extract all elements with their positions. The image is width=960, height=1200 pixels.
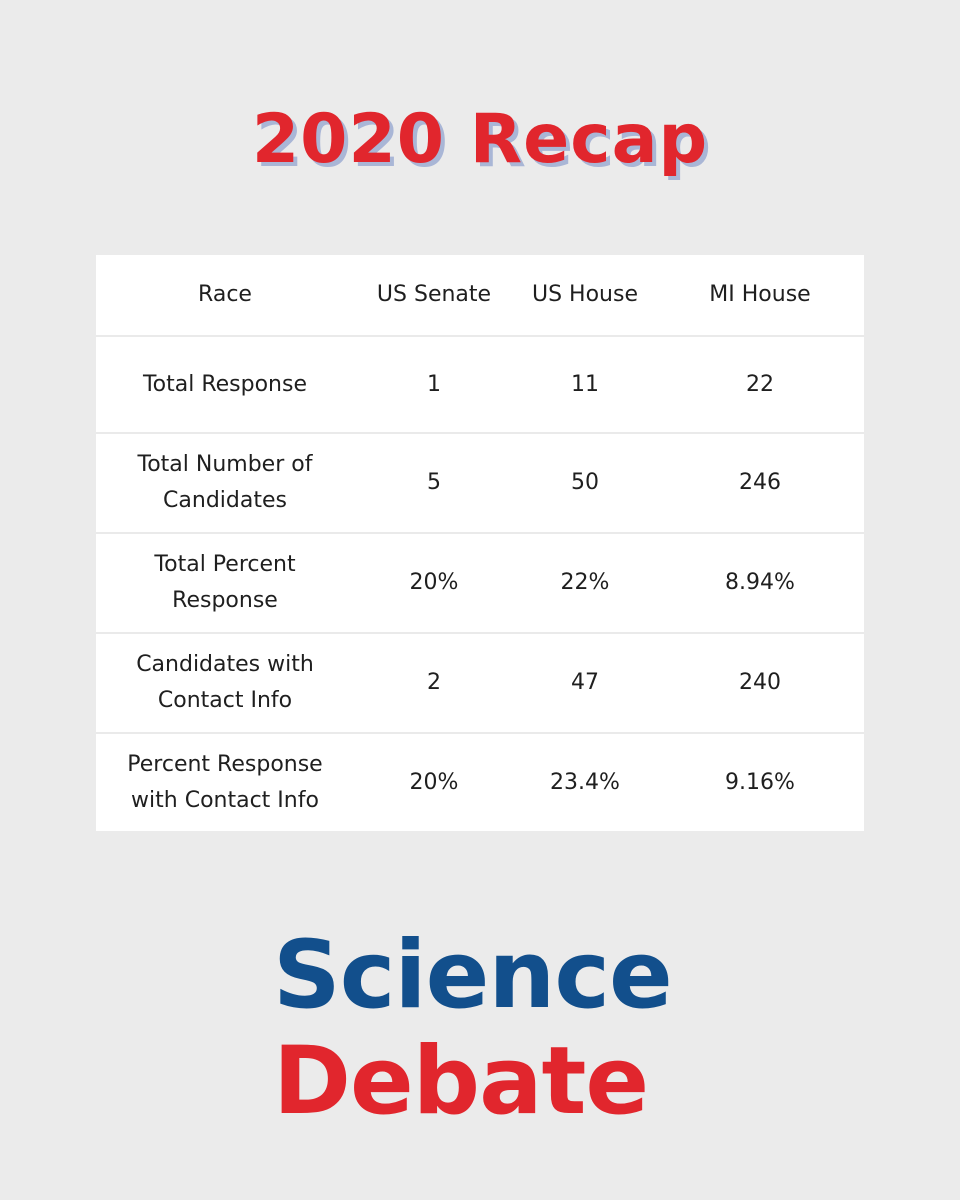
table-header-row — [96, 255, 864, 336]
cell-us-house: 11 — [514, 336, 656, 433]
header-race: Race — [198, 282, 252, 307]
row-label: Total Response — [96, 336, 354, 433]
cell-mi-house: 240 — [656, 633, 864, 733]
cell-mi-house: 246 — [656, 433, 864, 533]
row-label: Percent Response with Contact Info — [96, 733, 354, 832]
cell-us-house: 22% — [514, 533, 656, 633]
cell-mi-house: 8.94% — [656, 533, 864, 633]
row-label: Total Percent Response — [96, 533, 354, 633]
cell-us-senate: 20% — [354, 533, 514, 633]
header-us-house: US House — [531, 282, 638, 307]
cell-us-senate: 1 — [354, 336, 514, 433]
table-row — [96, 633, 864, 733]
cell-us-senate: 2 — [354, 633, 514, 733]
table-row — [96, 433, 864, 533]
cell-us-house: 23.4% — [514, 733, 656, 832]
table-row — [96, 533, 864, 633]
cell-us-senate: 20% — [354, 733, 514, 832]
cell-us-house: 47 — [514, 633, 656, 733]
header-us-senate: US Senate — [376, 282, 492, 307]
row-label: Total Number of Candidates — [96, 433, 354, 533]
page-title: 2020 Recap — [251, 100, 709, 179]
cell-us-senate: 5 — [354, 433, 514, 533]
cell-mi-house: 22 — [656, 336, 864, 433]
recap-table-card — [96, 255, 864, 831]
cell-us-house: 50 — [514, 433, 656, 533]
logo-line-science: Science — [273, 921, 672, 1030]
science-debate-logo — [273, 922, 672, 1136]
cell-mi-house: 9.16% — [656, 733, 864, 832]
recap-table — [96, 255, 864, 832]
logo-line-debate: Debate — [273, 1027, 649, 1136]
header-mi-house: MI House — [709, 282, 811, 307]
table-row — [96, 733, 864, 832]
table-row — [96, 336, 864, 433]
row-label: Candidates with Contact Info — [96, 633, 354, 733]
